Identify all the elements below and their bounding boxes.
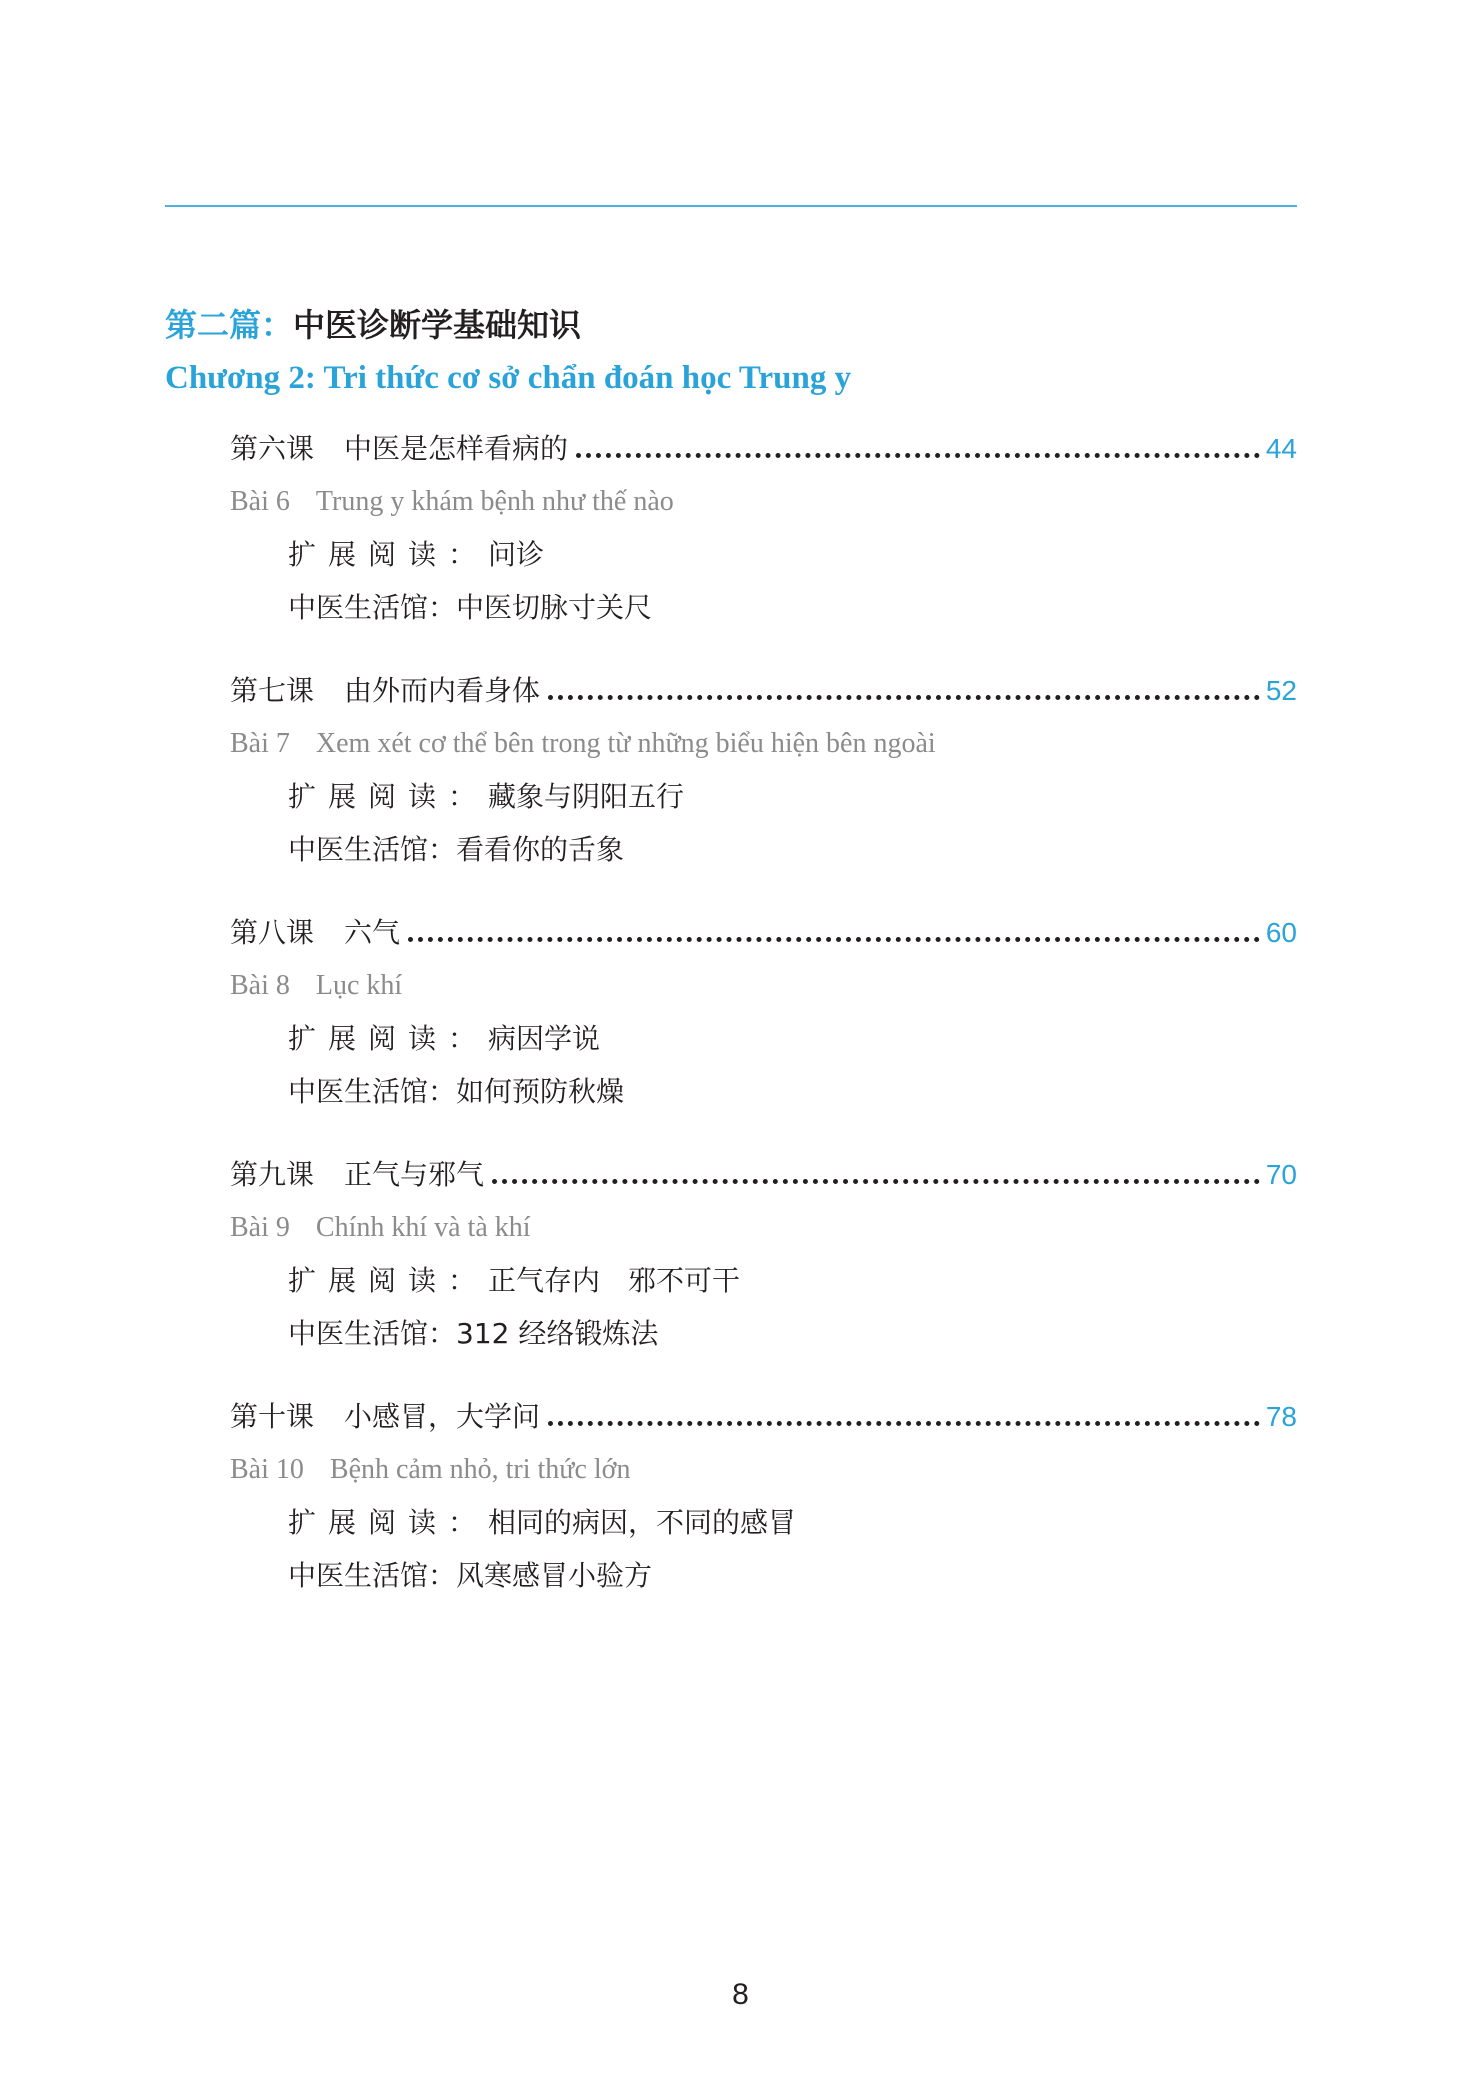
vi-lesson-title: Lục khí bbox=[315, 970, 403, 1001]
lesson-heading-row[interactable] bbox=[230, 1395, 1297, 1439]
dot-leader bbox=[576, 453, 1260, 458]
lesson-vietnamese-title bbox=[230, 722, 1297, 766]
lesson-vietnamese-title bbox=[230, 1206, 1297, 1250]
part-subtitle: Chương 2: Tri thức cơ sở chẩn đoán học Trung y bbox=[165, 360, 852, 396]
tcm-life-title: 312 经络锻炼法 bbox=[456, 1317, 659, 1350]
lesson-title: 由外而内看身体 bbox=[344, 674, 541, 707]
lesson-page-number[interactable]: 44 bbox=[1265, 433, 1297, 464]
lesson-page-number[interactable]: 70 bbox=[1265, 1159, 1297, 1190]
extended-reading-title: 问诊 bbox=[488, 538, 545, 571]
vi-lesson-title: Trung y khám bệnh như thế nào bbox=[315, 486, 674, 517]
header-rule bbox=[165, 205, 1297, 207]
lesson-page-number[interactable]: 60 bbox=[1265, 917, 1297, 948]
vi-lesson-title: Chính khí và tà khí bbox=[315, 1212, 531, 1243]
tcm-life-label: 中医生活馆： bbox=[288, 1075, 457, 1108]
extended-reading-title: 藏象与阴阳五行 bbox=[488, 780, 685, 813]
lesson-vietnamese-title bbox=[230, 480, 1297, 524]
dot-leader bbox=[408, 937, 1260, 942]
lesson-number: 第九课 bbox=[230, 1158, 315, 1191]
toc-entry-lesson-9[interactable] bbox=[230, 1153, 1297, 1356]
extended-reading-item bbox=[288, 533, 1297, 577]
extended-reading-item bbox=[288, 775, 1297, 819]
tcm-life-title: 看看你的舌象 bbox=[456, 833, 625, 866]
lesson-title: 中医是怎样看病的 bbox=[344, 432, 569, 465]
lesson-number: 第八课 bbox=[230, 916, 315, 949]
vi-lesson-number: Bài 9 bbox=[230, 1212, 290, 1243]
lesson-vietnamese-title bbox=[230, 964, 1297, 1008]
lesson-page-number[interactable]: 52 bbox=[1265, 675, 1297, 706]
toc-entry-lesson-10[interactable] bbox=[230, 1395, 1297, 1598]
tcm-life-label: 中医生活馆： bbox=[288, 591, 457, 624]
part-name: 中医诊断学基础知识 bbox=[293, 306, 582, 344]
vi-lesson-number: Bài 7 bbox=[230, 728, 290, 759]
part-prefix: 第二篇： bbox=[165, 306, 294, 344]
lesson-heading-row[interactable] bbox=[230, 427, 1297, 471]
lesson-title: 六气 bbox=[344, 916, 401, 949]
extended-reading-title: 相同的病因，不同的感冒 bbox=[488, 1506, 797, 1539]
lesson-title: 小感冒，大学问 bbox=[344, 1400, 541, 1433]
lesson-title: 正气与邪气 bbox=[344, 1158, 485, 1191]
vi-lesson-title: Bệnh cảm nhỏ, tri thức lớn bbox=[329, 1454, 631, 1485]
dot-leader bbox=[548, 1421, 1260, 1426]
extended-reading-item bbox=[288, 1017, 1297, 1061]
tcm-life-item bbox=[288, 1070, 1297, 1114]
toc-entry-lesson-6[interactable] bbox=[230, 427, 1297, 630]
extended-reading-item bbox=[288, 1501, 1297, 1545]
lesson-number: 第十课 bbox=[230, 1400, 315, 1433]
tcm-life-title: 中医切脉寸关尺 bbox=[456, 591, 653, 624]
dot-leader bbox=[492, 1179, 1260, 1184]
extended-reading-label: 扩展阅读： bbox=[288, 1264, 489, 1297]
dot-leader bbox=[548, 695, 1260, 700]
lesson-vietnamese-title bbox=[230, 1448, 1297, 1492]
vi-lesson-title: Xem xét cơ thể bên trong từ những biểu hiện bên ngoài bbox=[315, 728, 936, 759]
tcm-life-item bbox=[288, 828, 1297, 872]
tcm-life-label: 中医生活馆： bbox=[288, 1559, 457, 1592]
extended-reading-label: 扩展阅读： bbox=[288, 780, 489, 813]
extended-reading-label: 扩展阅读： bbox=[288, 538, 489, 571]
lesson-number: 第七课 bbox=[230, 674, 315, 707]
tcm-life-label: 中医生活馆： bbox=[288, 833, 457, 866]
page-number: 8 bbox=[732, 1978, 749, 2011]
lesson-page-number[interactable]: 78 bbox=[1265, 1401, 1297, 1432]
lesson-number: 第六课 bbox=[230, 432, 315, 465]
toc-entry-lesson-8[interactable] bbox=[230, 911, 1297, 1114]
vi-lesson-number: Bài 10 bbox=[230, 1454, 304, 1485]
tcm-life-title: 风寒感冒小验方 bbox=[456, 1559, 653, 1592]
tcm-life-label: 中医生活馆： bbox=[288, 1317, 457, 1350]
lesson-heading-row[interactable] bbox=[230, 911, 1297, 955]
tcm-life-title: 如何预防秋燥 bbox=[456, 1075, 625, 1108]
tcm-life-item bbox=[288, 586, 1297, 630]
vi-lesson-number: Bài 8 bbox=[230, 970, 290, 1001]
extended-reading-label: 扩展阅读： bbox=[288, 1506, 489, 1539]
lesson-heading-row[interactable] bbox=[230, 669, 1297, 713]
lesson-heading-row[interactable] bbox=[230, 1153, 1297, 1197]
extended-reading-title: 正气存内 邪不可干 bbox=[488, 1264, 741, 1297]
tcm-life-item bbox=[288, 1312, 1297, 1356]
extended-reading-item bbox=[288, 1259, 1297, 1303]
toc-entry-lesson-7[interactable] bbox=[230, 669, 1297, 872]
vi-lesson-number: Bài 6 bbox=[230, 486, 290, 517]
extended-reading-label: 扩展阅读： bbox=[288, 1022, 489, 1055]
extended-reading-title: 病因学说 bbox=[488, 1022, 601, 1055]
part-title bbox=[165, 303, 581, 347]
tcm-life-item bbox=[288, 1554, 1297, 1598]
